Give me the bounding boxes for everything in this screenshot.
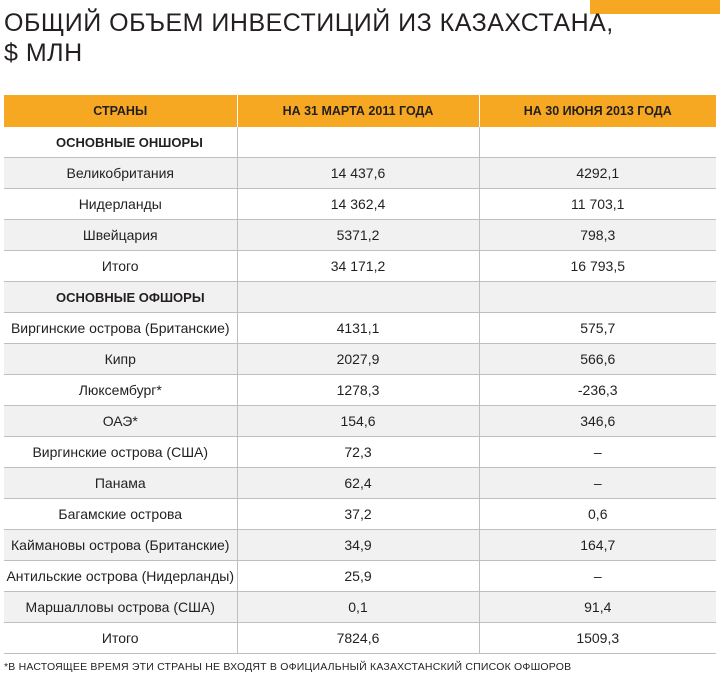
column-header-country: СТРАНЫ [4,95,237,127]
table-body [4,127,716,654]
jun2013-cell: 16 793,5 [479,251,716,282]
country-cell: Кипр [4,344,237,375]
country-cell: Итого [4,251,237,282]
mar2011-cell: 7824,6 [237,623,479,654]
country-cell: Панама [4,468,237,499]
table-row [4,251,716,282]
table-row [4,313,716,344]
table-row [4,592,716,623]
jun2013-cell: – [479,561,716,592]
table-row [4,158,716,189]
table-row [4,499,716,530]
jun2013-cell: 1509,3 [479,623,716,654]
mar2011-cell: 154,6 [237,406,479,437]
section-label: ОСНОВНЫЕ ОФШОРЫ [4,282,237,313]
jun2013-cell: 164,7 [479,530,716,561]
mar2011-cell: 4131,1 [237,313,479,344]
country-cell: Итого [4,623,237,654]
table-row [4,530,716,561]
table-row [4,437,716,468]
country-cell: Багамские острова [4,499,237,530]
jun2013-cell: – [479,437,716,468]
country-cell: Виргинские острова (США) [4,437,237,468]
empty-cell [237,127,479,158]
table-row [4,468,716,499]
section-row [4,127,716,158]
country-cell: Маршалловы острова (США) [4,592,237,623]
country-cell: Великобритания [4,158,237,189]
investment-table [4,95,716,654]
section-row [4,282,716,313]
country-cell: Швейцария [4,220,237,251]
jun2013-cell: 566,6 [479,344,716,375]
jun2013-cell: 798,3 [479,220,716,251]
column-header-jun2013: НА 30 ИЮНЯ 2013 ГОДА [479,95,716,127]
section-label: ОСНОВНЫЕ ОНШОРЫ [4,127,237,158]
mar2011-cell: 25,9 [237,561,479,592]
mar2011-cell: 34 171,2 [237,251,479,282]
column-header-mar2011: НА 31 МАРТА 2011 ГОДА [237,95,479,127]
mar2011-cell: 72,3 [237,437,479,468]
mar2011-cell: 14 362,4 [237,189,479,220]
title-line-1: ОБЩИЙ ОБЪЕМ ИНВЕСТИЦИЙ ИЗ КАЗАХСТАНА, [4,9,614,37]
table-row [4,406,716,437]
country-cell: Люксембург* [4,375,237,406]
jun2013-cell: 575,7 [479,313,716,344]
mar2011-cell: 1278,3 [237,375,479,406]
footnote: *В НАСТОЯЩЕЕ ВРЕМЯ ЭТИ СТРАНЫ НЕ ВХОДЯТ В ОФИЦИАЛЬНЫЙ КАЗАХСТАНСКИЙ СПИСОК ОФШОРОВ [4,661,572,673]
country-cell: ОАЭ* [4,406,237,437]
table-row [4,375,716,406]
empty-cell [479,127,716,158]
chart-title [4,8,644,68]
jun2013-cell: -236,3 [479,375,716,406]
country-cell: Каймановы острова (Британские) [4,530,237,561]
empty-cell [237,282,479,313]
table-row [4,220,716,251]
jun2013-cell: – [479,468,716,499]
mar2011-cell: 0,1 [237,592,479,623]
country-cell: Антильские острова (Нидерланды) [4,561,237,592]
jun2013-cell: 0,6 [479,499,716,530]
jun2013-cell: 4292,1 [479,158,716,189]
mar2011-cell: 5371,2 [237,220,479,251]
country-cell: Нидерланды [4,189,237,220]
title-line-2: $ МЛН [4,39,83,67]
jun2013-cell: 11 703,1 [479,189,716,220]
mar2011-cell: 37,2 [237,499,479,530]
jun2013-cell: 346,6 [479,406,716,437]
mar2011-cell: 14 437,6 [237,158,479,189]
mar2011-cell: 34,9 [237,530,479,561]
table-row [4,344,716,375]
mar2011-cell: 62,4 [237,468,479,499]
table-row [4,189,716,220]
header-row [4,95,716,127]
table-row [4,623,716,654]
jun2013-cell: 91,4 [479,592,716,623]
mar2011-cell: 2027,9 [237,344,479,375]
empty-cell [479,282,716,313]
table-row [4,561,716,592]
country-cell: Виргинские острова (Британские) [4,313,237,344]
